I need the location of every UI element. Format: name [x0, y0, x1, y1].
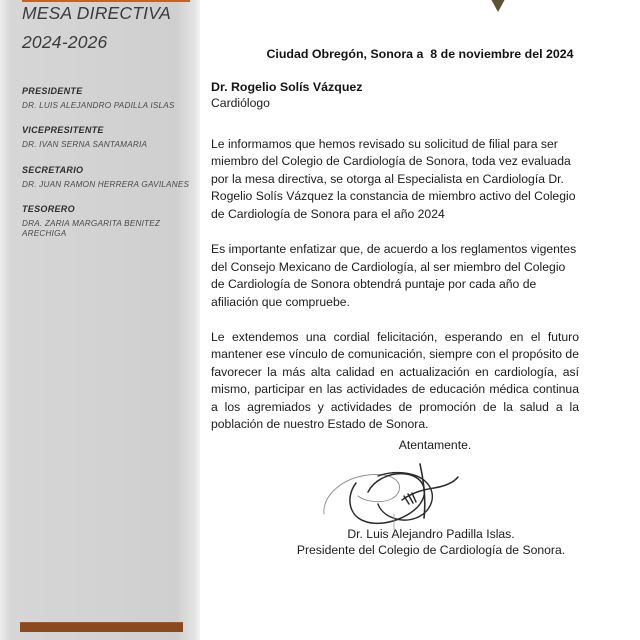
letter-paragraph-3: Le extendemos una cordial felicitación, esperando en el futuro mantener ese vínculo de comunicación, siempre con el propósito de favorecer la más alta calidad en actualización en cardiología, así mismo, participar en las actividades de educación médica continua a los agremiados y actividades de promoción de la salud a la población de nuestro Estado de Sonora.: [211, 329, 579, 432]
officer-role-label: PRESIDENTE: [22, 86, 83, 96]
officer-entry-vicepresidente: [22, 125, 194, 150]
sidebar-title-line-2: 2024-2026: [22, 32, 108, 52]
letterhead-logo-icon: [486, 0, 510, 12]
officer-name-label: DR. JUAN RAMON HERRERA GAVILANES: [22, 179, 190, 189]
letter-body: [200, 0, 640, 640]
closing-salutation: Atentamente.: [398, 438, 472, 452]
sidebar-mesa-directiva: [0, 0, 200, 640]
handwritten-signature-icon: [316, 452, 506, 530]
officer-role-label: TESORERO: [22, 203, 75, 214]
officer-entry-secretario: [22, 165, 194, 190]
signer-name: Dr. Luis Alejandro Padilla Islas.: [347, 527, 515, 541]
letter-paragraph-1: Le informamos que hemos revisado su solicitud de filial para ser miembro del Colegio de Cardiología de Sonora, toda vez evaluada por la mesa directiva, se otorga al Especialista en Cardiología Dr. Rogelio Solís Vázquez la constancia de miembro activo del Colegio de Cardiología de Sonora para el año 2024: [211, 137, 576, 221]
letter-paragraphs: [211, 136, 579, 434]
recipient-role: Cardiólogo: [211, 95, 270, 110]
officer-entry-tesorero: [22, 204, 194, 240]
officers-list: [22, 86, 194, 239]
letter-date-line: Ciudad Obregón, Sonora a 8 de noviembre del 2024: [266, 47, 574, 61]
sidebar-bottom-accent-bar: [20, 622, 183, 632]
letter-paragraph-2: Es importante enfatizar que, de acuerdo a los reglamentos vigentes del Consejo Mexicano de Cardiología, al ser miembro del Colegio de Cardiología de Sonora obtendrá puntaje por cada año de afiliación que compruebe.: [211, 242, 577, 309]
sidebar-top-accent-rule: [22, 0, 190, 2]
recipient-name: Dr. Rogelio Solís Vázquez: [211, 80, 363, 94]
recipient-block: [211, 80, 631, 111]
officer-role-label: VICEPRESITENTE: [22, 125, 104, 136]
signer-block: [200, 526, 640, 559]
closing-block: [200, 438, 640, 452]
officer-name-label: DRA. ZARIA MARGARITA BENITEZ ARECHIGA: [22, 218, 161, 238]
officer-role-label: SECRETARIO: [22, 164, 84, 175]
officer-name-label: DR. IVAN SERNA SANTAMARIA: [22, 140, 148, 150]
signer-title: Presidente del Colegio de Cardiología de Sonora.: [296, 543, 566, 558]
officer-name-label: DR. LUIS ALEJANDRO PADILLA ISLAS: [22, 101, 175, 110]
sidebar-title-line-1: MESA DIRECTIVA: [22, 3, 171, 23]
officer-entry-presidente: [22, 86, 194, 111]
